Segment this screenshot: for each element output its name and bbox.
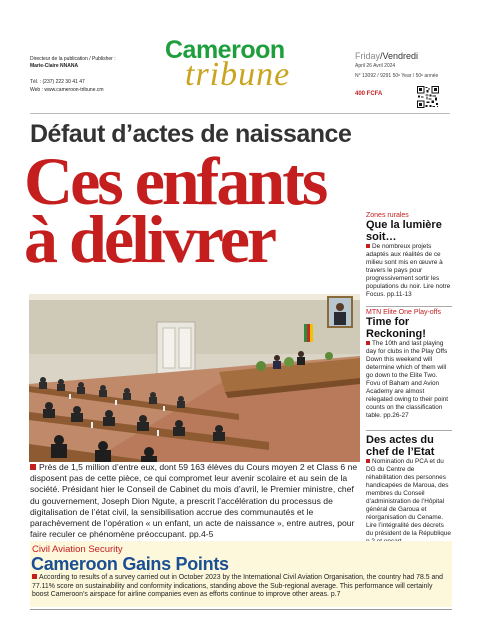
sidebar-title: Time for Reckoning! — [366, 316, 426, 340]
bottom-kicker: Civil Aviation Security — [32, 544, 123, 555]
weekday-fr: Vendredi — [382, 51, 419, 61]
headline-kicker: Défaut d’actes de naissance — [30, 120, 352, 148]
sidebar-text-body: The 10th and last playing day for clubs in the Play Offs Down this weekend will determine which of them will go down to the Elite Two. Fovu of Baham and Avion Academy are almost relegated owing to their point counts on the classification table. pp.26-27 — [366, 340, 449, 419]
sidebar-title: Des actes du chef de l’Etat — [366, 434, 435, 458]
sidebar-kicker: MTN Elite One Play-offs — [366, 309, 441, 316]
bullet-icon — [366, 459, 370, 463]
phone: Tél. : (237) 222 30 41 47 — [30, 79, 85, 85]
meeting-hall-illustration — [29, 294, 360, 462]
masthead-divider — [30, 113, 450, 114]
sidebar-story-decrees[interactable] — [366, 434, 452, 546]
sidebar-title: Que la lumière soit… — [366, 219, 442, 243]
sidebar-story-football[interactable] — [366, 309, 452, 420]
bullet-icon — [366, 244, 370, 248]
bullet-icon — [32, 574, 37, 579]
bullet-icon — [366, 341, 370, 345]
main-headline-line1: Ces enfants — [24, 143, 326, 219]
lede-text: Près de 1,5 million d’entre eux, dont 59 163 élèves du Cours moyen 2 et Class 6 ne disposent pas de cette pièce, ce qui compromet leur avenir scolaire et au sein de la société. Présidant hier le Conseil de Cabinet du mois d’avril, le Premier ministre, chef du gouvernement, Joseph Dion Ngute, a prescrit l’accélération du processus de digitalisation de l’état civil, la sensibilisation accrue des communautés et le parachèvement de l’opération « un enfant, un acte de naissance », entre autres, pour faire reculer ce phénomène préoccupant. pp.4-5 — [30, 462, 358, 540]
contact-info — [30, 78, 104, 94]
weekday-en: Friday — [355, 51, 381, 61]
bottom-text-body: According to results of a survey carried out in October 2023 by the International Civil Aviation Organisation, the country had 78.5 and 77.11% score on sustainability and conformity indications, standing above the Sub-regional average. This performance will certainly boost Cameroon’s airspace for airline companies even as efforts continue to improve other areas. p.7 — [32, 574, 443, 598]
cabinet-meeting-photo — [29, 294, 360, 462]
issue-number: N° 13092 / 9291 50ᵉ Year / 50ᵉ année — [355, 73, 439, 79]
logo-cameroon: Cameroon — [165, 36, 285, 64]
publisher-name: Marie-Claire NNANA — [30, 63, 79, 69]
sidebar-text-body: De nombreux projets adaptés aux réalités de ce milieu sont mis en œuvre à travers le pays pour progressivement sortir les populations du noir. Lire notre Focus. pp.11-13 — [366, 243, 451, 298]
sidebar-text — [366, 340, 452, 420]
main-headline-line2: à délivrer — [24, 201, 275, 277]
sidebar-text-body: Nomination du PCA et du DG du Centre de réhabilitation des personnes handicapées de Maroua, des membres du Conseil d’administration de l’Hôpital général de Garoua et réorganisation du Cename. Lire l’intégralité des décrets du président de la République — [366, 458, 451, 537]
sidebar-divider — [366, 430, 452, 431]
website: Web : www.cameroon-tribune.cm — [30, 87, 104, 93]
sidebar-divider — [366, 306, 452, 307]
bottom-divider — [30, 609, 452, 610]
sidebar-text — [366, 458, 452, 546]
sidebar-story-rural[interactable] — [366, 212, 452, 299]
publisher-info — [30, 56, 116, 70]
bottom-title: Cameroon Gains Points — [31, 554, 229, 574]
bullet-icon — [30, 464, 36, 470]
bottom-text — [32, 574, 450, 600]
sidebar-kicker: Zones rurales — [366, 212, 409, 219]
weekday: Friday/Vendredi — [355, 51, 419, 61]
lede-paragraph — [30, 462, 358, 540]
publisher-label: Directeur de la publication / Publisher : — [30, 56, 116, 62]
qr-code-icon[interactable] — [417, 86, 439, 108]
sidebar-text — [366, 243, 452, 299]
logo-tribune: tribune — [185, 56, 291, 93]
issue-date: April 26 Avril 2024 — [355, 63, 396, 69]
price: 400 FCFA — [355, 91, 383, 97]
main-headline — [24, 143, 364, 277]
